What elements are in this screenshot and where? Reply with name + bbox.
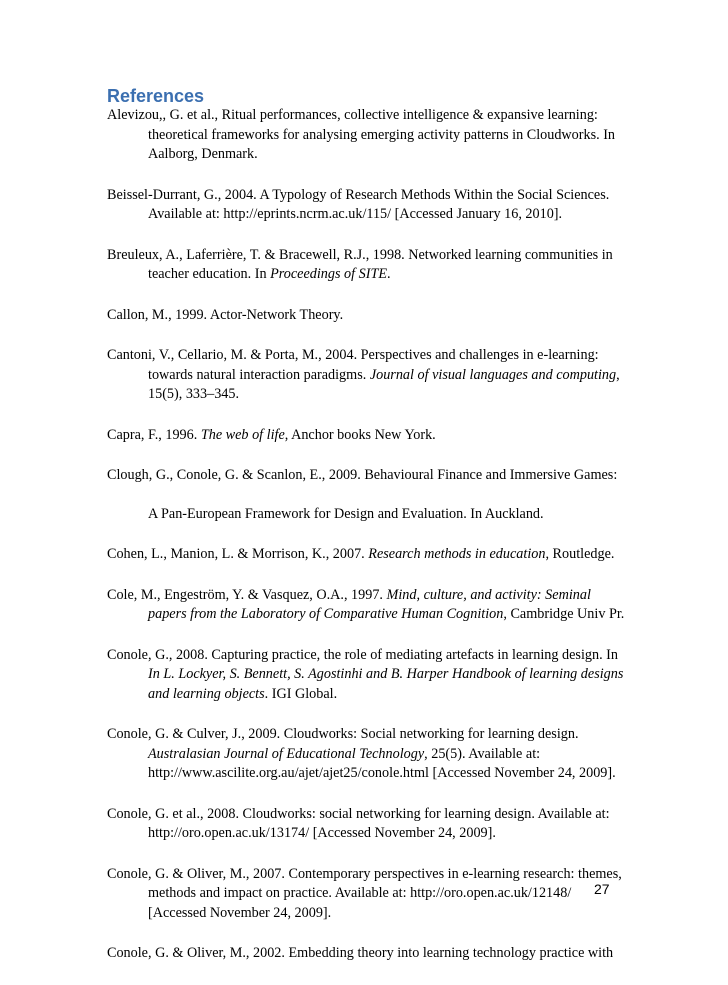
reference-text: Cohen, L., Manion, L. & Morrison, K., 2007. bbox=[107, 546, 369, 562]
reference-title: Proceedings of SITE bbox=[270, 266, 388, 282]
reference-entry bbox=[107, 306, 627, 326]
reference-text: , Anchor books New York. bbox=[284, 426, 436, 443]
reference-title: Australasian Journal of Educational Technology bbox=[148, 745, 425, 762]
reference-list bbox=[107, 106, 627, 985]
reference-text: , Routledge. bbox=[545, 546, 615, 562]
page-number: 27 bbox=[594, 881, 610, 897]
reference-entry bbox=[107, 186, 627, 225]
reference-text: Conole, G. & Oliver, M., 2002. Embedding theory into learning technology practice with bbox=[107, 945, 614, 961]
reference-text: Clough, G., Conole, G. & Scanlon, E., 2009. Behavioural Finance and Immersive Games: bbox=[107, 467, 618, 483]
reference-entry bbox=[107, 944, 627, 964]
reference-title: Journal of visual languages and computing bbox=[369, 366, 617, 383]
reference-entry bbox=[107, 346, 627, 405]
reference-text: Alevizou,, G. et al., Ritual performances, collective intelligence & expansive learning: theoretical frameworks for analysing emerging activity patterns in Cloudworks. In Aalborg, Denmark. bbox=[107, 107, 616, 162]
reference-text: Conole, G. & Culver, J., 2009. Cloudworks: Social networking for learning design. bbox=[107, 726, 579, 742]
reference-text: Callon, M., 1999. Actor-Network Theory. bbox=[107, 306, 344, 323]
reference-text: . IGI Global. bbox=[264, 685, 338, 702]
reference-title: The web of life bbox=[200, 426, 285, 443]
reference-entry bbox=[107, 106, 627, 165]
reference-text: Breuleux, A., Laferrière, T. & Bracewell, R.J., 1998. Networked learning communities in teacher education. In bbox=[107, 246, 613, 282]
reference-text: , Cambridge Univ Pr. bbox=[503, 606, 625, 622]
reference-entry bbox=[107, 426, 627, 446]
reference-entry bbox=[107, 725, 627, 784]
reference-entry bbox=[107, 466, 627, 524]
reference-text: Cole, M., Engeström, Y. & Vasquez, O.A., 1997. bbox=[107, 586, 387, 603]
reference-entry bbox=[107, 865, 627, 924]
reference-entry bbox=[107, 586, 627, 625]
reference-entry bbox=[107, 246, 627, 285]
reference-text: Conole, G. et al., 2008. Cloudworks: social networking for learning design. Available at: http://oro.open.ac.uk/13174/ [Accessed November 24, 2009]. bbox=[107, 805, 610, 841]
reference-text: Cantoni, V., Cellario, M. & Porta, M., 2004. Perspectives and challenges in e-learning: towards natural interaction paradigms. bbox=[107, 347, 599, 383]
reference-title: Mind, culture, and activity: Seminal papers from the Laboratory of Comparative Human Cognition bbox=[148, 586, 591, 622]
reference-entry bbox=[107, 805, 627, 844]
reference-text: , 15(5), 333–345. bbox=[148, 366, 620, 402]
reference-title: In L. Lockyer, S. Bennett, S. Agostinhi and B. Harper Handbook of learning designs and learning objects bbox=[148, 666, 624, 702]
reference-text: Beissel-Durrant, G., 2004. A Typology of Research Methods Within the Social Sciences. Available at: http://eprints.ncrm.ac.uk/115/ [Accessed January 16, 2010]. bbox=[107, 186, 610, 222]
reference-text: Conole, G. & Oliver, M., 2007. Contemporary perspectives in e-learning research: themes, methods and impact on practice. Available at: http://oro.open.ac.uk/12148/ [Accessed November 24, 2009]. bbox=[107, 865, 622, 921]
reference-text: . bbox=[387, 266, 391, 282]
reference-text: Capra, F., 1996. bbox=[107, 426, 201, 443]
reference-text: , 25(5). Available at: http://www.ascilite.org.au/ajet/ajet25/conole.html [Accessed November 24, 2009]. bbox=[148, 745, 616, 781]
reference-entry bbox=[107, 545, 627, 565]
reference-entry bbox=[107, 646, 627, 705]
references-heading: References bbox=[107, 86, 205, 106]
reference-continuation: A Pan-European Framework for Design and Evaluation. In Auckland. bbox=[148, 505, 544, 522]
reference-text: Conole, G., 2008. Capturing practice, the role of mediating artefacts in learning design. In bbox=[107, 646, 618, 663]
reference-title: Research methods in education bbox=[368, 546, 546, 562]
